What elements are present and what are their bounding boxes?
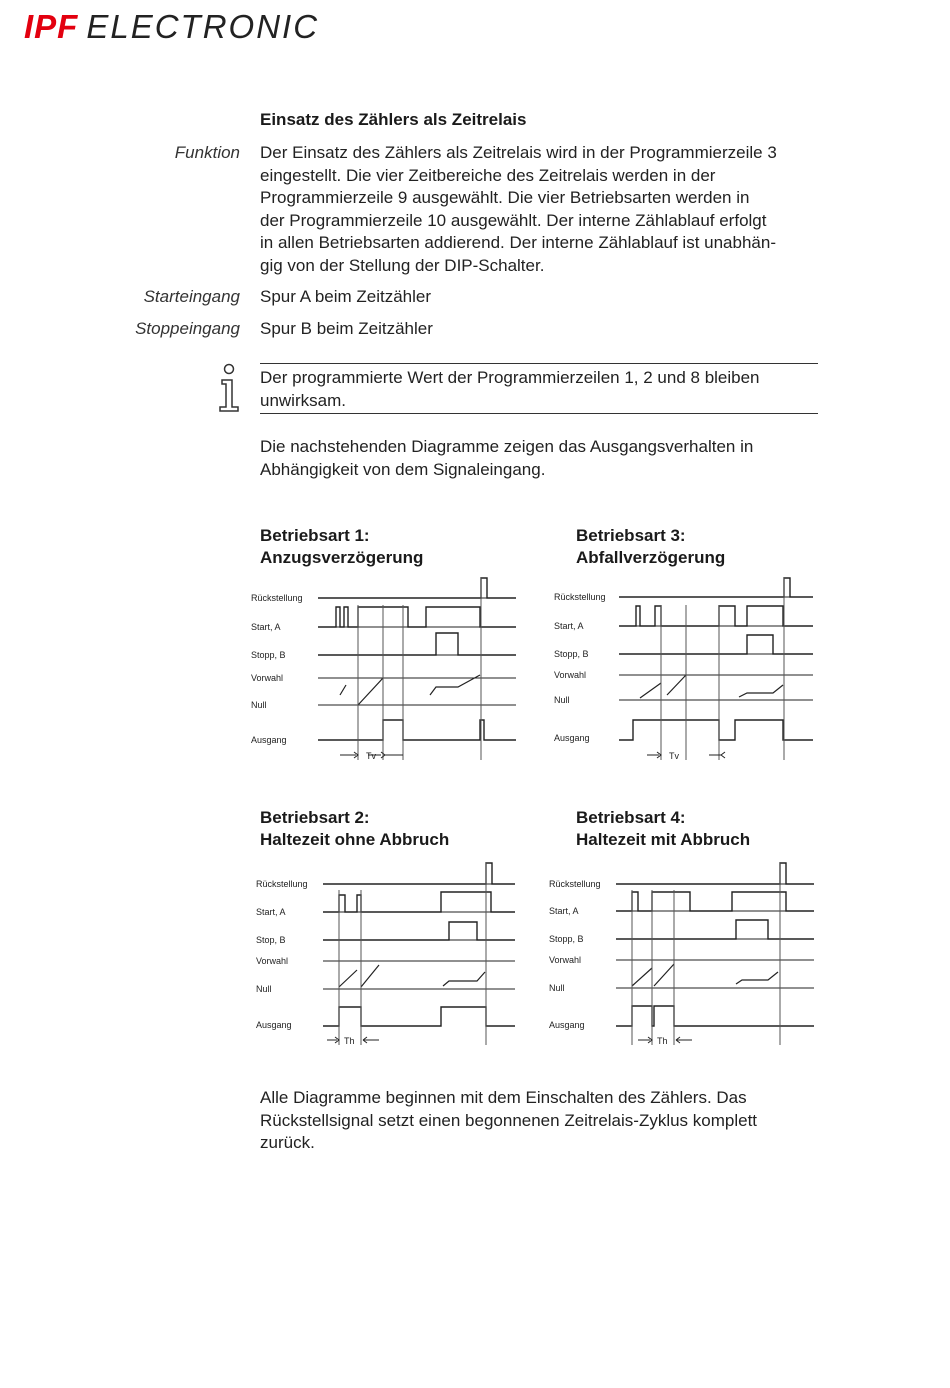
section-title: Einsatz des Zählers als Zeitrelais (260, 110, 527, 129)
label-vorwahl: Vorwahl (549, 955, 582, 965)
label-null: Null (256, 984, 272, 994)
label-start: Start, A (256, 907, 286, 917)
diagram4-title-line2: Haltezeit mit Abbruch (576, 830, 751, 849)
intro-text (260, 436, 820, 481)
text-line: eingestellt. Die vier Zeitbereiche des Zeitrelais werden in der (260, 165, 716, 185)
logo-brand: IPF (24, 8, 79, 45)
text-line: unwirksam. (260, 390, 346, 410)
label-vorwahl: Vorwahl (256, 956, 289, 966)
label-rueckstellung: Rückstellung (554, 592, 606, 602)
label-rueckstellung: Rückstellung (256, 879, 308, 889)
label-stopp: Stopp, B (251, 650, 286, 660)
diagram1-title-line1: Betriebsart 1: (260, 526, 370, 545)
diagram1-title-line2: Anzugsverzögerung (260, 548, 424, 567)
starteingang-text: Spur A beim Zeitzähler (260, 287, 432, 306)
label-null: Null (554, 695, 570, 705)
text-line: in allen Betriebsarten addierend. Der interne Zählablauf ist unabhän- (260, 233, 776, 252)
diagram3-title (576, 525, 725, 569)
label-stop: Stop, B (256, 935, 286, 945)
diagram4-timing (546, 860, 821, 1055)
footer-text (260, 1087, 820, 1155)
company-logo (24, 8, 319, 46)
text-line: Der programmierte Wert der Programmierzeilen 1, 2 und 8 bleiben (260, 368, 760, 387)
diagram3-title-line1: Betriebsart 3: (576, 526, 686, 545)
text-line: Die nachstehenden Diagramme zeigen das Ausgangsverhalten in (260, 437, 754, 456)
stoppeingang-text: Spur B beim Zeitzähler (260, 319, 433, 338)
info-icon (216, 363, 242, 413)
label-ausgang: Ausgang (256, 1020, 292, 1030)
label-rueckstellung: Rückstellung (251, 593, 303, 603)
label-ausgang: Ausgang (251, 735, 287, 745)
text-line: Alle Diagramme beginnen mit dem Einschalten des Zählers. Das (260, 1088, 747, 1107)
diagram3-title-line2: Abfallverzögerung (576, 548, 726, 567)
label-rueckstellung: Rückstellung (549, 879, 601, 889)
label-null: Null (251, 700, 267, 710)
funktion-label: Funktion (174, 143, 240, 162)
label-ausgang: Ausgang (554, 733, 590, 743)
diagram2-title (260, 807, 449, 851)
starteingang-label: Starteingang (143, 287, 240, 306)
diagram4-title (576, 807, 750, 851)
diagram1-title (260, 525, 423, 569)
text-line: zurück. (260, 1133, 315, 1152)
diagram2-title-line1: Betriebsart 2: (260, 808, 370, 827)
label-vorwahl: Vorwahl (251, 673, 284, 683)
funktion-text (260, 142, 820, 277)
text-line: Abhängigkeit von dem Signaleingang. (260, 459, 546, 479)
diagram2-timing (253, 860, 523, 1055)
text-line: Rückstellsignal setzt einen begonnenen Zeitrelais-Zyklus komplett (260, 1110, 758, 1130)
text-line: der Programmierzeile 10 ausgewählt. Der interne Zählablauf erfolgt (260, 210, 767, 230)
logo-brand-rest: ELECTRONIC (86, 8, 320, 45)
label-start: Start, A (251, 622, 281, 632)
text-line: Der Einsatz des Zählers als Zeitrelais wird in der Programmierzeile 3 (260, 143, 777, 162)
diagram2-title-line2: Haltezeit ohne Abbruch (260, 830, 450, 849)
label-vorwahl: Vorwahl (554, 670, 587, 680)
label-time: Th (344, 1036, 355, 1046)
label-time: Tv (366, 751, 376, 761)
diagram3-timing (551, 575, 821, 770)
label-stopp: Stopp, B (554, 649, 589, 659)
info-rule-top (260, 363, 818, 364)
text-line: gig von der Stellung der DIP-Schalter. (260, 255, 545, 275)
info-text (260, 367, 820, 412)
label-start: Start, A (554, 621, 584, 631)
label-ausgang: Ausgang (549, 1020, 585, 1030)
stoppeingang-label: Stoppeingang (135, 319, 240, 338)
text-line: Programmierzeile 9 ausgewählt. Die vier Betriebsarten werden in (260, 188, 750, 207)
label-time: Tv (669, 751, 679, 761)
diagram4-title-line1: Betriebsart 4: (576, 808, 686, 827)
label-null: Null (549, 983, 565, 993)
label-time: Th (657, 1036, 668, 1046)
label-start: Start, A (549, 906, 579, 916)
label-stopp: Stopp, B (549, 934, 584, 944)
info-rule-bottom (260, 413, 818, 414)
diagram1-timing (248, 575, 523, 770)
